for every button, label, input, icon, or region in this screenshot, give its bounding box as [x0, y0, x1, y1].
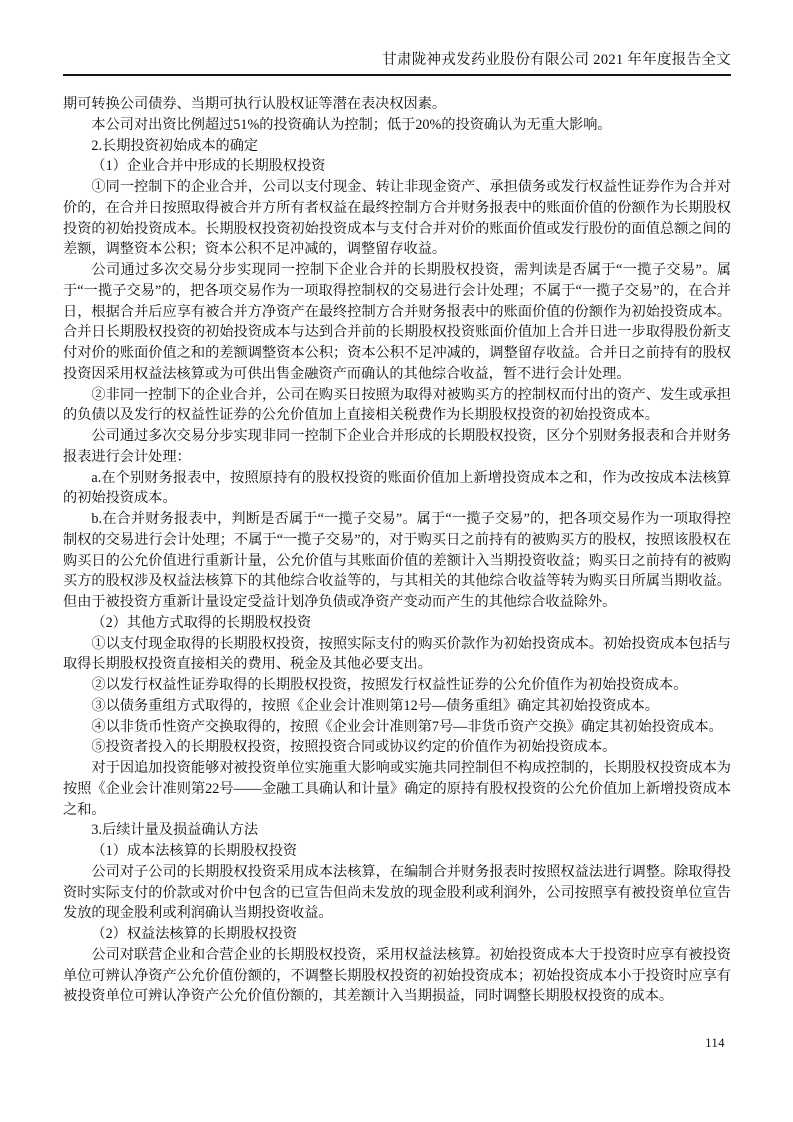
body-paragraph: （1）成本法核算的长期股权投资 [91, 843, 298, 859]
body-paragraph: ④以非货币性资产交换取得的，按照《企业会计准则第7号—非货币资产交换》确定其初始投资成本。 [91, 718, 723, 735]
body-paragraph: 公司对联营企业和合营企业的长期股权投资，采用权益法核算。初始投资成本大于投资时应享有被投资单位可辨认净资产公允价值份额的，不调整长期股权投资的初始投资成本；初始投资成本小于投资时应享有被投资单位可辨认净资产公允价值份额的，其差额计入当期损益，同时调整长期股权投资的成本。 [63, 946, 731, 1005]
body-paragraph: 公司通过多次交易分步实现同一控制下企业合并的长期股权投资，需判读是否属于“一揽子交易”。属于“一揽子交易”的，把各项交易作为一项取得控制权的交易进行会计处理；不属于“一揽子交易”的，在合并日，根据合并后应享有被合并方净资产在最终控制方合并财务报表中的账面价值的份额作为初始投资成本。合并日长期股权投资的初始投资成本与达到合并前的长期股权投资账面价值加上合并日进一步取得股份新支付对价的账面价值之和的差额调整资本公积；资本公积不足冲减的，调整留存收益。合并日之前持有的股权投资因采用权益法核算或为可供出售金融资产而确认的其他综合收益，暂不进行会计处理。 [63, 262, 731, 382]
body-paragraph: （1）企业合并中形成的长期股权投资 [91, 158, 326, 175]
body-paragraph: ①同一控制下的企业合并，公司以支付现金、转让非现金资产、承担债务或发行权益性证券作为合并对价的，在合并日按照取得被合并方所有者权益在最终控制方合并财务报表中的账面价值的份额作为长期股权投资的初始投资成本。长期股权投资初始投资成本与支付合并对价的账面价值或发行股份的面值总额之间的差额，调整资本公积；资本公积不足冲减的，调整留存收益。 [63, 179, 731, 258]
page-number: 114 [705, 1036, 725, 1050]
header-divider [63, 74, 731, 76]
body-paragraph: 对于因追加投资能够对被投资单位实施重大影响或实施共同控制但不构成控制的，长期股权投资成本为按照《企业会计准则第22号——金融工具确认和计量》确定的原持有股权投资的公允价值加上新增投资成本之和。 [63, 760, 731, 818]
body-paragraph: （2）其他方式取得的长期股权投资 [91, 614, 312, 631]
body-paragraph: ③以债务重组方式取得的，按照《企业会计准则第12号—债务重组》确定其初始投资成本。 [91, 697, 659, 714]
body-paragraph: 公司对子公司的长期股权投资采用成本法核算，在编制合并财务报表时按照权益法进行调整。除取得投资时实际支付的价款或对价中包含的已宣告但尚未发放的现金股利或利润外，公司按照享有被投资单位宣告发放的现金股利或利润确认当期投资收益。 [63, 863, 731, 922]
body-paragraph: 公司通过多次交易分步实现非同一控制下企业合并形成的长期股权投资，区分个别财务报表和合并财务报表进行会计处理： [63, 428, 731, 465]
page-header [63, 48, 731, 76]
body-paragraph: b.在合并财务报表中，判断是否属于“一揽子交易”。属于“一揽子交易”的，把各项交易作为一项取得控制权的交易进行会计处理；不属于“一揽子交易”的，对于购买日之前持有的被购买方的股权，按照该股权在购买日的公允价值进行重新计量，公允价值与其账面价值的差额计入当期投资收益；购买日之前持有的被购买方的股权涉及权益法核算下的其他综合收益等的，与其相关的其他综合收益等转为购买日所属当期收益。但由于被投资方重新计量设定受益计划净负债或净资产变动而产生的其他综合收益除外。 [63, 511, 731, 610]
body-paragraph: 期可转换公司债券、当期可执行认股权证等潜在表决权因素。 [63, 96, 447, 112]
header-title: 甘肃陇神戎发药业股份有限公司 2021 年年度报告全文 [382, 52, 731, 68]
body-paragraph: ⑤投资者投入的长期股权投资，按照投资合同或协议约定的价值作为初始投资成本。 [91, 739, 617, 756]
body-paragraph: 本公司对出资比例超过51%的投资确认为控制；低于20%的投资确认为无重大影响。 [91, 116, 612, 133]
document-body [63, 94, 731, 1007]
body-paragraph: a.在个别财务报表中，按照原持有的股权投资的账面价值加上新增投资成本之和，作为改按成本法核算的初始投资成本。 [63, 469, 731, 507]
body-paragraph: （2）权益法核算的长期股权投资 [91, 926, 298, 942]
body-paragraph: 2.长期投资初始成本的确定 [91, 137, 259, 154]
body-paragraph: 3.后续计量及损益确认方法 [91, 822, 259, 839]
body-paragraph: ②非同一控制下的企业合并，公司在购买日按照为取得对被购买方的控制权而付出的资产、发生或承担的负债以及发行的权益性证券的公允价值加上直接相关税费作为长期股权投资的初始投资成本。 [63, 386, 731, 424]
body-paragraph: ②以发行权益性证券取得的长期股权投资，按照发行权益性证券的公允价值作为初始投资成本。 [91, 677, 688, 693]
body-paragraph: ①以支付现金取得的长期股权投资，按照实际支付的购买价款作为初始投资成本。初始投资成本包括与取得长期股权投资直接相关的费用、税金及其他必要支出。 [63, 635, 731, 673]
